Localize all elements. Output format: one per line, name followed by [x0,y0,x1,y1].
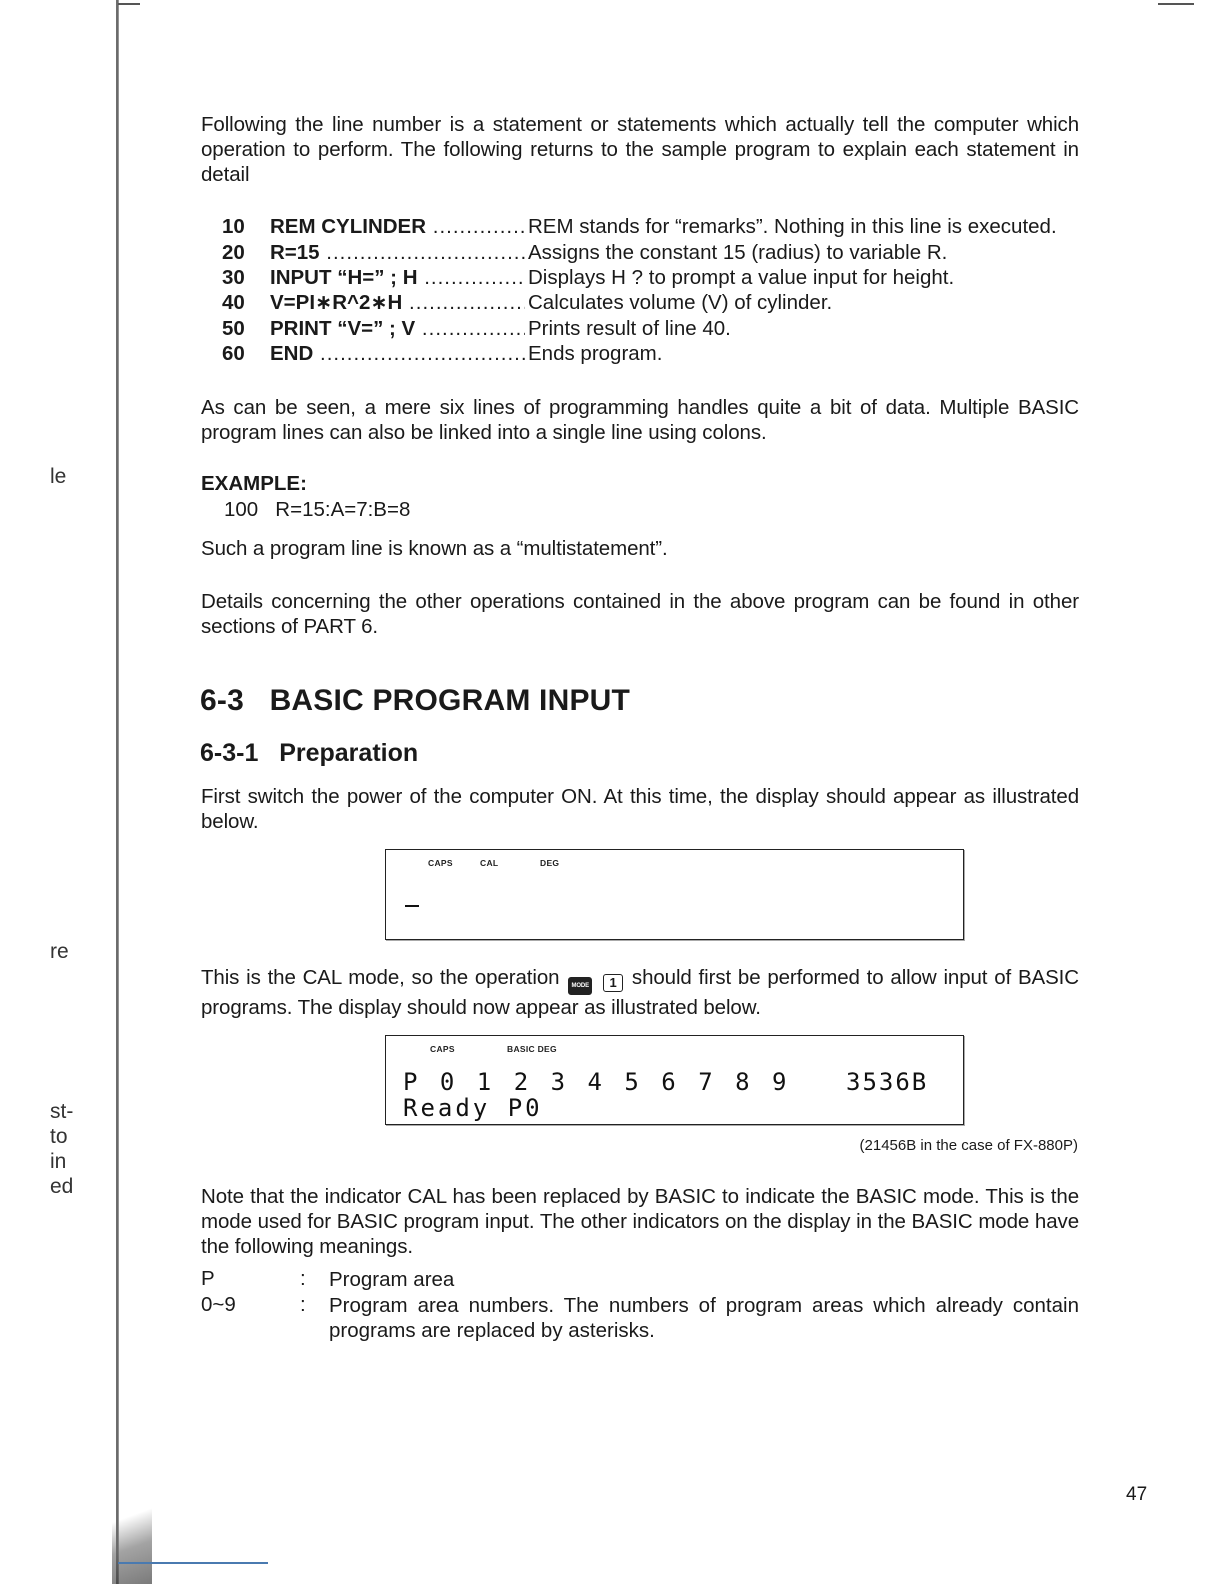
example-code: 100 R=15:A=7:B=8 [224,498,411,521]
lcd-display-cal [385,849,964,940]
page-number: 47 [1126,1484,1148,1505]
explanation: Prints result of line 40. [528,317,731,340]
example-label: EXAMPLE: [201,472,307,495]
cursor-icon [405,905,419,907]
details-paragraph: Details concerning the other operations contained in the above program can be found in other sections of PART 6. [201,590,1079,638]
line-number: 40 [222,291,245,314]
program-area-line: P 0 1 2 3 4 5 6 7 8 9 [403,1068,791,1096]
statement: PRINT “V=” ; V ..... [270,316,525,341]
definition-colon: : [300,1267,306,1290]
top-left-tick [118,3,140,5]
preparation-paragraph: First switch the power of the computer ON. At this time, the display should appear as illustrated below. [201,785,1079,833]
statement: END ..... [270,341,525,366]
intro-paragraph: Following the line number is a statement or statements which actually tell the computer which operation to perform. The following returns to the sample program to explain each statement in detail [201,113,1079,186]
margin-fragment: ed [50,1175,74,1198]
margin-fragment: st- [50,1100,74,1123]
line-number: 50 [222,317,245,340]
top-right-rule [1158,3,1194,5]
cal-mode-text-before: This is the CAL mode, so the operation [201,966,560,989]
multistatement-paragraph: Such a program line is known as a “multistatement”. [201,537,668,560]
lcd-display-basic [385,1035,964,1125]
mode-key-icon: MODE [568,977,592,995]
definition-text: Program area numbers. The numbers of program areas which already contain programs are replaced by asterisks. [329,1294,1079,1342]
deg-indicator: DEG [540,858,560,868]
line-number: 10 [222,215,245,238]
definition-term: 0~9 [201,1293,236,1316]
statement: R=15 ..... [270,240,525,265]
margin-fragment: le [50,465,67,488]
margin-fragment: re [50,940,69,963]
explanation: Assigns the constant 15 (radius) to variable R. [528,241,948,264]
margin-fragment: to [50,1125,68,1148]
line-number: 60 [222,342,245,365]
margin-fragment: in [50,1150,67,1173]
note-paragraph: Note that the indicator CAL has been replaced by BASIC to indicate the BASIC mode. This is the mode used for BASIC program input. The other indicators on the display in the BASIC mode have the following meanings. [201,1185,1079,1258]
binding-shadow [112,1490,152,1584]
fx880p-caption: (21456B in the case of FX-880P) [859,1137,1078,1154]
explanation: REM stands for “remarks”. Nothing in this line is executed. [528,215,1057,238]
definition-term: P [201,1267,215,1290]
memory-readout: 3536B [846,1068,929,1096]
explanation: Displays H ? to prompt a value input for height. [528,266,955,289]
line-number: 30 [222,266,245,289]
basic-deg-indicator: BASIC DEG [507,1044,557,1054]
statement: INPUT “H=” ; H ..... [270,265,525,290]
cal-mode-paragraph [201,965,1079,1020]
explanation: Calculates volume (V) of cylinder. [528,291,833,314]
caps-indicator: CAPS [428,858,453,868]
ready-line: Ready P0 [403,1094,543,1122]
definition-colon: : [300,1293,306,1316]
cal-indicator: CAL [480,858,499,868]
binding-foot-line [118,1562,268,1564]
six-lines-paragraph: As can be seen, a mere six lines of programming handles quite a bit of data. Multiple BASIC program lines can also be linked into a single line using colons. [201,396,1079,444]
line-number: 20 [222,241,245,264]
statement: REM CYLINDER ..... [270,214,525,239]
cal-mode-text-after: should first be performed to allow input of BASIC programs. The display should now appear as illustrated below. [201,966,1079,1019]
caps-indicator: CAPS [430,1044,455,1054]
section-heading: 6-3 BASIC PROGRAM INPUT [200,684,631,717]
one-key-icon: 1 [603,974,623,992]
subsection-heading: 6-3-1 Preparation [200,739,419,767]
binding-edge [116,0,119,1584]
statement: V=PI∗R^2∗H ..... [270,290,525,315]
explanation: Ends program. [528,342,663,365]
definition-text: Program area [329,1268,455,1291]
